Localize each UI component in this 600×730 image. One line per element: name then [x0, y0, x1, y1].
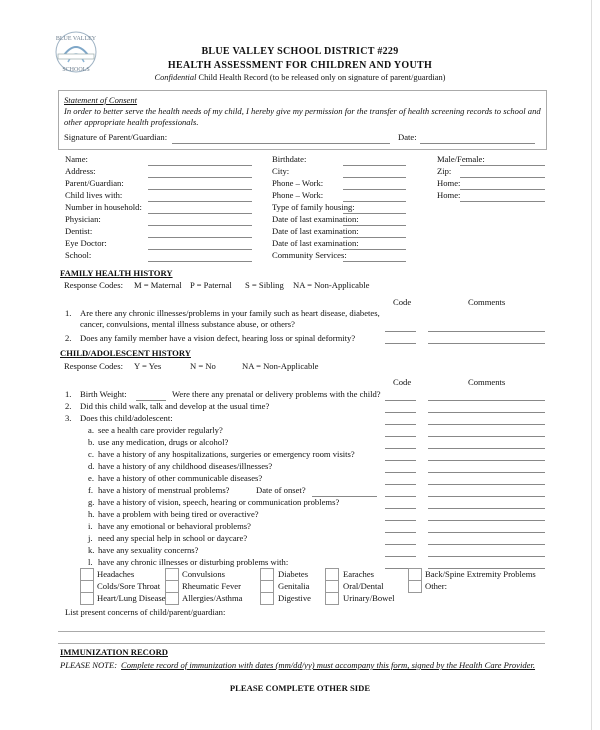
- please-note-label: PLEASE NOTE:: [60, 660, 118, 670]
- district-title: BLUE VALLEY SCHOOL DISTRICT #229: [201, 46, 399, 57]
- consent-text-2: other appropriate health professionals.: [64, 117, 199, 127]
- field-label: Home:: [437, 178, 461, 188]
- field-input[interactable]: [460, 201, 545, 202]
- field-label: City:: [272, 166, 290, 176]
- checkbox[interactable]: [80, 592, 94, 605]
- code-input[interactable]: [385, 472, 416, 473]
- date-field[interactable]: [420, 143, 535, 144]
- code-input[interactable]: [385, 400, 416, 401]
- footer-note: PLEASE COMPLETE OTHER SIDE: [229, 683, 371, 693]
- question-text: Were there any prenatal or delivery problems with the child?: [172, 389, 381, 399]
- comments-input[interactable]: [428, 556, 545, 557]
- comments-input[interactable]: [428, 448, 545, 449]
- field-input[interactable]: [460, 165, 545, 166]
- code-header: Code: [393, 377, 412, 387]
- field-label: Type of family housing:: [272, 202, 355, 212]
- comments-header: Comments: [468, 297, 506, 307]
- response-code: P = Paternal: [190, 280, 232, 290]
- signature-label: Signature of Parent/Guardian:: [64, 132, 168, 142]
- comments-input[interactable]: [428, 436, 545, 437]
- checkbox-label: Urinary/Bowel: [343, 593, 395, 603]
- question-number: d.: [88, 461, 95, 471]
- question-number: l.: [88, 557, 93, 567]
- field-label: School:: [65, 250, 92, 260]
- field-input[interactable]: [343, 165, 406, 166]
- question-text: have a history of other communicable diseases?: [98, 473, 263, 483]
- checkbox-label: Back/Spine Extremity Problems: [425, 569, 536, 579]
- field-label: Zip:: [437, 166, 452, 176]
- code-input[interactable]: [385, 544, 416, 545]
- question-text: need any special help in school or daycare?: [98, 533, 248, 543]
- comments-input[interactable]: [428, 532, 545, 533]
- field-input[interactable]: [460, 189, 545, 190]
- response-code: M = Maternal: [134, 280, 182, 290]
- field-label: Dentist:: [65, 226, 93, 236]
- question-text: have any chronic illnesses or disturbing problems with:: [98, 557, 289, 567]
- comments-input[interactable]: [428, 496, 545, 497]
- comments-input[interactable]: [428, 472, 545, 473]
- comments-input[interactable]: [428, 400, 545, 401]
- question-number: c.: [88, 449, 94, 459]
- checkbox-label: Digestive: [278, 593, 311, 603]
- code-input[interactable]: [385, 460, 416, 461]
- concerns-input[interactable]: [58, 643, 545, 644]
- field-label: Name:: [65, 154, 88, 164]
- code-input[interactable]: [385, 424, 416, 425]
- field-input[interactable]: [148, 177, 252, 178]
- concerns-label: List present concerns of child/parent/guardian:: [65, 607, 226, 617]
- code-header: Code: [393, 297, 412, 307]
- onset-label: Date of onset?: [256, 485, 306, 495]
- comments-input[interactable]: [428, 331, 545, 332]
- question-number: b.: [88, 437, 95, 447]
- checkbox-label: Rheumatic Fever: [182, 581, 241, 591]
- field-label: Address:: [65, 166, 96, 176]
- field-label: Physician:: [65, 214, 101, 224]
- code-input[interactable]: [385, 496, 416, 497]
- field-input[interactable]: [148, 225, 252, 226]
- code-input[interactable]: [385, 436, 416, 437]
- response-code: NA = Non-Applicable: [242, 361, 319, 371]
- svg-text:BLUE VALLEY: BLUE VALLEY: [55, 36, 97, 42]
- comments-input[interactable]: [428, 520, 545, 521]
- question-number: h.: [88, 509, 95, 519]
- consent-heading: Statement of Consent: [64, 95, 138, 105]
- field-input[interactable]: [148, 213, 252, 214]
- response-code: N = No: [190, 361, 216, 371]
- question-text: use any medication, drugs or alcohol?: [98, 437, 229, 447]
- code-input[interactable]: [385, 331, 416, 332]
- code-input[interactable]: [385, 520, 416, 521]
- question-number: 1.: [65, 308, 72, 318]
- question-number: f.: [88, 485, 94, 495]
- confidential-text: Child Health Record (to be released only on signature of parent/guardian): [196, 73, 446, 82]
- checkbox-label: Diabetes: [278, 569, 309, 579]
- field-label: Phone – Work:: [272, 190, 324, 200]
- comments-input[interactable]: [428, 508, 545, 509]
- question-text: have a history of vision, speech, hearing or communication problems?: [98, 497, 340, 507]
- immunization-note: Complete record of immunization with dates (mm/dd/yy) must accompany this form, signed by the Health Care Provider.: [121, 660, 536, 670]
- field-input[interactable]: [460, 177, 545, 178]
- field-input[interactable]: [343, 189, 406, 190]
- response-codes-label: Response Codes:: [64, 280, 123, 290]
- question-text: Does this child/adolescent:: [80, 413, 173, 423]
- code-input[interactable]: [385, 343, 416, 344]
- question-number: k.: [88, 545, 95, 555]
- question-text: have any sexuality concerns?: [98, 545, 199, 555]
- code-input[interactable]: [385, 556, 416, 557]
- field-label: Phone – Work:: [272, 178, 324, 188]
- question-number: 2.: [65, 401, 72, 411]
- birth-weight-label: Birth Weight:: [80, 389, 127, 399]
- field-input[interactable]: [148, 189, 252, 190]
- field-label: Date of last examination:: [272, 226, 359, 236]
- field-label: Birthdate:: [272, 154, 307, 164]
- question-number: 1.: [65, 389, 72, 399]
- checkbox-label: Allergies/Asthma: [182, 593, 243, 603]
- family-history-heading: FAMILY HEALTH HISTORY: [60, 268, 173, 278]
- form-title: HEALTH ASSESSMENT FOR CHILDREN AND YOUTH: [167, 60, 433, 71]
- code-input[interactable]: [385, 532, 416, 533]
- question-text: see a health care provider regularly?: [98, 425, 223, 435]
- comments-input[interactable]: [428, 544, 545, 545]
- field-input[interactable]: [343, 249, 406, 250]
- question-number: j.: [88, 533, 93, 543]
- checkbox-label: Other:: [425, 581, 447, 591]
- response-code: NA = Non-Applicable: [293, 280, 370, 290]
- signature-field[interactable]: [172, 143, 390, 144]
- comments-header: Comments: [468, 377, 506, 387]
- child-history-heading: CHILD/ADOLESCENT HISTORY: [60, 348, 191, 358]
- response-code: S = Sibling: [245, 280, 284, 290]
- field-label: Number in household:: [65, 202, 142, 212]
- field-input[interactable]: [148, 165, 252, 166]
- code-input[interactable]: [385, 412, 416, 413]
- comments-input[interactable]: [428, 460, 545, 461]
- svg-text:SCHOOLS: SCHOOLS: [62, 67, 90, 73]
- comments-input[interactable]: [428, 484, 545, 485]
- field-label: Community Services:: [272, 250, 347, 260]
- code-input[interactable]: [385, 484, 416, 485]
- page-edge: [591, 0, 592, 730]
- question-text: have any emotional or behavioral problems?: [98, 521, 251, 531]
- checkbox-label: Convulsions: [182, 569, 225, 579]
- field-input[interactable]: [343, 177, 406, 178]
- confidential-note: [0, 73, 600, 82]
- response-codes-label: Response Codes:: [64, 361, 123, 371]
- checkbox-label: Headaches: [97, 569, 135, 579]
- question-text: Are there any chronic illnesses/problems in your family such as heart disease, diabetes,: [80, 308, 380, 318]
- checkbox[interactable]: [325, 592, 339, 605]
- field-label: Date of last examination:: [272, 214, 359, 224]
- date-label: Date:: [398, 132, 417, 142]
- code-input[interactable]: [385, 508, 416, 509]
- comments-input[interactable]: [428, 424, 545, 425]
- checkbox[interactable]: [408, 580, 422, 593]
- question-text: have a problem with being tired or overactive?: [98, 509, 259, 519]
- question-number: 3.: [65, 413, 72, 423]
- field-input[interactable]: [148, 261, 252, 262]
- checkbox-label: Oral/Dental: [343, 581, 384, 591]
- checkbox-label: Genitalia: [278, 581, 310, 591]
- question-number: i.: [88, 521, 93, 531]
- question-number: 2.: [65, 333, 72, 343]
- checkbox-label: Earaches: [343, 569, 375, 579]
- question-text: have a history of any hospitalizations, surgeries or emergency room visits?: [98, 449, 355, 459]
- question-number: e.: [88, 473, 94, 483]
- response-code: Y = Yes: [134, 361, 162, 371]
- question-text: Did this child walk, talk and develop at the usual time?: [80, 401, 270, 411]
- checkbox-label: Heart/Lung Disease: [97, 593, 166, 603]
- checkbox[interactable]: [260, 592, 274, 605]
- field-input[interactable]: [343, 261, 406, 262]
- question-text: cancer, convulsions, mental illness substance abuse, or others?: [80, 319, 295, 329]
- checkbox-label: Colds/Sore Throat: [97, 581, 161, 591]
- field-label: Parent/Guardian:: [65, 178, 124, 188]
- question-text: have a history of menstrual problems?: [98, 485, 230, 495]
- concerns-input[interactable]: [58, 631, 545, 632]
- confidential-label: Confidential: [154, 73, 197, 82]
- question-text: Does any family member have a vision defect, hearing loss or spinal deformity?: [80, 333, 356, 343]
- field-label: Home:: [437, 190, 461, 200]
- field-input[interactable]: [148, 249, 252, 250]
- field-label: Child lives with:: [65, 190, 123, 200]
- consent-text-1: In order to better serve the health needs of my child, I hereby give my permission for the transfer of health screening records to school and: [64, 106, 541, 116]
- comments-input[interactable]: [428, 343, 545, 344]
- code-input[interactable]: [385, 448, 416, 449]
- field-input[interactable]: [148, 201, 252, 202]
- field-label: Male/Female:: [437, 154, 485, 164]
- immunization-heading: IMMUNIZATION RECORD: [60, 647, 168, 657]
- question-number: g.: [88, 497, 95, 507]
- question-number: a.: [88, 425, 94, 435]
- comments-input[interactable]: [428, 412, 545, 413]
- field-label: Date of last examination:: [272, 238, 359, 248]
- checkbox[interactable]: [165, 592, 179, 605]
- question-text: have a history of any childhood diseases/illnesses?: [98, 461, 273, 471]
- field-input[interactable]: [148, 237, 252, 238]
- field-label: Eye Doctor:: [65, 238, 107, 248]
